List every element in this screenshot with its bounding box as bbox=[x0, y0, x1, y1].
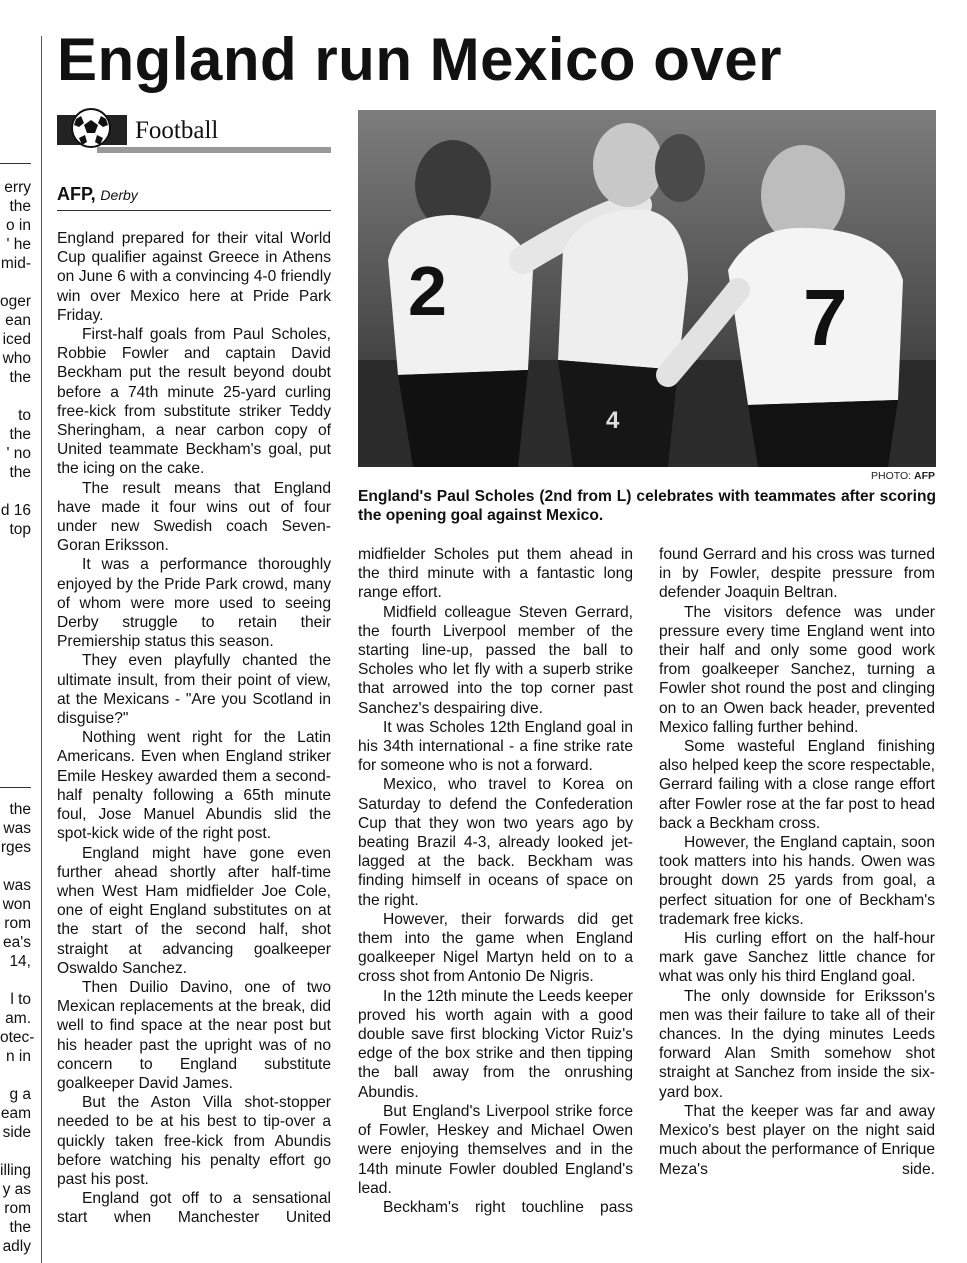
article-column-2 bbox=[358, 545, 633, 1217]
soccer-ball-icon bbox=[57, 107, 127, 149]
paragraph: midfielder Scholes put them ahead in the third minute with a fantastic long range effort. bbox=[358, 546, 633, 602]
paragraph: Nothing went right for the Latin Americans. Even when England striker Emile Heskey awarded them a second-half penalty following a 65th minute foul, Jose Manuel Abundis slid the spot-kick wide of the right post. bbox=[57, 729, 331, 843]
left-fragment-block-2 bbox=[0, 800, 35, 1256]
fragment-line: g a bbox=[9, 1086, 31, 1103]
paragraph: His curling effort on the half-hour mark gave Sanchez little chance for what was only his third England goal. bbox=[659, 930, 935, 986]
fragment-line: ' no bbox=[6, 445, 31, 462]
fragment-line: the bbox=[9, 801, 31, 818]
paragraph: Some wasteful England finishing also helped keep the score respectable, Gerrard failing with a close range effort after Fowler rose at the far post to head back a Beckham cross. bbox=[659, 738, 935, 832]
fragment-line: d 16 bbox=[0, 502, 31, 519]
fragment-line: the bbox=[9, 369, 31, 386]
byline-location: Derby bbox=[100, 187, 138, 203]
fragment-line: oger bbox=[0, 293, 32, 310]
paragraph: That the keeper was far and away Mexico's best player on the night said much about the performance of Enrique Meza's side. bbox=[659, 1102, 935, 1178]
fragment-line: adly bbox=[2, 1238, 31, 1255]
fragment-line: to bbox=[18, 407, 31, 424]
column-divider bbox=[41, 36, 42, 1263]
paragraph: However, the England captain, soon took matters into his hands. Owen was brought down 25 yards from goal, a perfect situation for one of Beckham's trademark free kicks. bbox=[659, 834, 935, 928]
fragment-line bbox=[0, 857, 31, 876]
fragment-line: won bbox=[2, 896, 31, 913]
fragment-line bbox=[0, 273, 31, 292]
fragment-line bbox=[0, 387, 31, 406]
section-tag bbox=[57, 104, 331, 154]
paragraph: They even playfully chanted the ultimate insult, from their point of view, at the Mexicans - "Are you Scotland in disguise?" bbox=[57, 652, 331, 728]
fragment-line: erry bbox=[4, 179, 31, 196]
fragment-line: the bbox=[9, 1219, 31, 1236]
fragment-line: n in bbox=[6, 1048, 31, 1065]
fragment-line: y as bbox=[2, 1181, 31, 1198]
paragraph: It was Scholes 12th England goal in his 34th international - a fine strike rate for someone who is not a forward. bbox=[358, 718, 633, 775]
paragraph: The visitors defence was under pressure every time England went into their half and only some good work from goalkeeper Sanchez, turning a Fowler shot round the post and clinging on to an Owen back header, prevented Mexico falling further behind. bbox=[659, 603, 935, 736]
fragment-line: rom bbox=[4, 1200, 31, 1217]
photo-illustration bbox=[358, 110, 936, 467]
paragraph: But the Aston Villa shot-stopper needed to be at his best to tip-over a quickly taken free-kick from Abundis before watching his penalty effort go past his post. bbox=[57, 1094, 331, 1188]
paragraph: Beckham's right touchline pass bbox=[383, 1198, 633, 1216]
fragment-line: am. bbox=[5, 1010, 31, 1027]
fragment-line: the bbox=[9, 464, 31, 481]
byline bbox=[57, 184, 331, 211]
fragment-line: iced bbox=[2, 331, 31, 348]
fragment-line: illing bbox=[0, 1162, 32, 1179]
paragraph: England got off to a sensational start when Manchester United bbox=[57, 1190, 331, 1227]
fragment-line: was bbox=[3, 820, 31, 837]
paragraph: found Gerrard and his cross was turned in by Fowler, despite pressure from defender Joaquin Beltran. bbox=[659, 546, 935, 602]
fragment-line bbox=[0, 1142, 31, 1161]
photo-credit-agency: AFP bbox=[914, 470, 935, 482]
paragraph: In the 12th minute the Leeds keeper proved his worth again with a good double save first blocking Victor Ruiz's edge of the box strike and then tipping the ball away from the onrushing Abundis. bbox=[358, 987, 633, 1101]
paragraph: But England's Liverpool strike force of Fowler, Heskey and Michael Owen were enjoying themselves and in the 14th minute Fowler doubled England's lead. bbox=[358, 1102, 633, 1197]
fragment-line: side bbox=[2, 1124, 31, 1141]
paragraph: Then Duilio Davino, one of two Mexican replacements at the break, did well to find space at the near post but his header past the upright was of no concern to England substitute goalkeeper David James. bbox=[57, 978, 331, 1092]
fragment-line: rom bbox=[4, 915, 31, 932]
fragment-line: 14, bbox=[9, 953, 31, 970]
paragraph: Mexico, who travel to Korea on Saturday to defend the Confederation Cup that they won two years ago by beating Brazil 4-3, already looked jet-lagged at the back. Beckham was finding himself in oceans of space on the right. bbox=[358, 776, 633, 909]
fragment-line bbox=[0, 482, 31, 501]
paragraph: England might have gone even further ahead shortly after half-time when West Ham midfielder Joe Cole, one of eight England substitutes on at the start of the second half, shot straight at advancing goalkeeper Oswaldo Sanchez. bbox=[57, 844, 331, 977]
fragment-line: top bbox=[9, 521, 31, 538]
byline-agency: AFP, bbox=[57, 184, 96, 204]
fragment-line: ' he bbox=[6, 236, 31, 253]
photo-caption: England's Paul Scholes (2nd from L) celebrates with teammates after scoring the opening goal against Mexico. bbox=[358, 488, 936, 524]
fragment-line: rges bbox=[0, 839, 31, 856]
fragment-line: otec- bbox=[0, 1029, 35, 1046]
section-label: Football bbox=[135, 117, 219, 144]
fragment-line: the bbox=[9, 198, 31, 215]
news-photo bbox=[358, 110, 936, 467]
paragraph: The result means that England have made it four wins out of four under new Swedish coach Seven-Goran Eriksson. bbox=[57, 479, 331, 555]
paragraph: Midfield colleague Steven Gerrard, the fourth Liverpool member of the starting line-up, passed the ball to Scholes who let fly with a superb strike that arrowed into the top corner past Sanchez's despairing dive. bbox=[358, 603, 633, 717]
fragment-line: o in bbox=[6, 217, 31, 234]
article-column-1 bbox=[57, 229, 331, 1228]
fragment-line: was bbox=[3, 877, 31, 894]
paragraph: It was a performance thoroughly enjoyed by the Pride Park crowd, many of whom were more used to seeing Derby struggle to retain their Premiership status this season. bbox=[57, 556, 331, 651]
svg-text:4: 4 bbox=[606, 407, 620, 434]
photo-credit-prefix: PHOTO: bbox=[871, 470, 912, 482]
fragment-line: eam bbox=[0, 1105, 31, 1122]
fragment-line bbox=[0, 1066, 31, 1085]
fragment-rule-top bbox=[0, 163, 31, 164]
fragment-line: mid- bbox=[0, 255, 31, 272]
fragment-line: l to bbox=[10, 991, 31, 1008]
fragment-rule-mid bbox=[0, 787, 31, 788]
fragment-line: ea's bbox=[3, 934, 31, 951]
paragraph: England prepared for their vital World Cup qualifier against Greece in Athens on June 6 with a convincing 4-0 friendly win over Mexico here at Pride Park Friday. bbox=[57, 230, 331, 324]
article-column-3 bbox=[659, 545, 935, 1179]
paragraph: First-half goals from Paul Scholes, Robbie Fowler and captain David Beckham put the result beyond doubt before a 74th minute 25-yard curling free-kick from substitute striker Teddy Sheringham, a near carbon copy of United teammate Beckham's goal, put the icing on the cake. bbox=[57, 326, 331, 478]
left-fragment-block-1 bbox=[0, 178, 31, 539]
fragment-line: ean bbox=[5, 312, 31, 329]
photo-credit bbox=[871, 470, 935, 482]
paragraph: However, their forwards did get them into the game when England goalkeeper Nigel Martyn held on to a cross shot from Antonio De Nigris. bbox=[358, 910, 633, 986]
headline: England run Mexico over bbox=[57, 26, 782, 93]
svg-text:7: 7 bbox=[803, 273, 848, 362]
fragment-line: the bbox=[9, 426, 31, 443]
fragment-line bbox=[0, 971, 31, 990]
fragment-line: who bbox=[2, 350, 31, 367]
svg-text:2: 2 bbox=[408, 252, 447, 330]
paragraph: The only downside for Eriksson's men was their failure to take all of their chances. In the dying minutes Leeds forward Alan Smith somehow shot straight at Sanchez from inside the six-yard box. bbox=[659, 987, 935, 1101]
